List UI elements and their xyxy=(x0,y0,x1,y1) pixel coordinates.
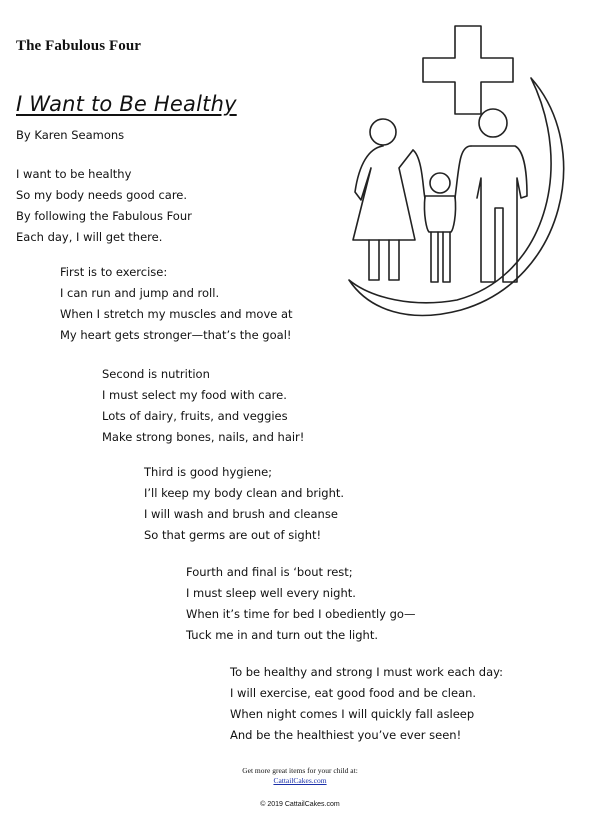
poem-line: Tuck me in and turn out the light. xyxy=(186,628,378,642)
poem-line: So that germs are out of sight! xyxy=(144,528,322,542)
poem-line: To be healthy and strong I must work each day: xyxy=(230,665,503,679)
stanza-2 xyxy=(60,262,332,346)
poem-line: Fourth and final is ‘bout rest; xyxy=(186,565,353,579)
poem-line: When it’s time for bed I obediently go— xyxy=(186,607,416,621)
poem-line: I will exercise, eat good food and be clean. xyxy=(230,686,477,700)
man-figure xyxy=(479,109,507,137)
stanza-3 xyxy=(102,364,304,448)
poem-title: I Want to Be Healthy xyxy=(16,92,237,116)
footer-link-row xyxy=(0,776,600,785)
medical-cross-icon xyxy=(423,26,513,114)
poem-line: I must sleep well every night. xyxy=(186,586,356,600)
poem-line: My heart gets stronger—that’s the goal! xyxy=(60,328,292,342)
stanza-5 xyxy=(186,562,415,646)
footer-website-link[interactable]: CattailCakes.com xyxy=(273,776,327,785)
poem-line: And be the healthiest you’ve ever seen! xyxy=(230,728,462,742)
copyright-notice: © 2019 CattailCakes.com xyxy=(260,801,340,808)
poem-line: When I stretch my muscles and move at xyxy=(60,307,293,321)
family-health-illustration xyxy=(343,18,581,328)
poem-line: Second is nutrition xyxy=(102,367,210,381)
poem-author: By Karen Seamons xyxy=(16,128,125,142)
poem-line: I must select my food with care. xyxy=(102,388,287,402)
child-figure xyxy=(430,173,450,193)
poem-line: First is to exercise: xyxy=(60,265,168,279)
footer-promo-text: Get more great items for your child at: xyxy=(242,766,358,775)
woman-figure xyxy=(370,119,396,145)
poem-line: When night comes I will quickly fall asleep xyxy=(230,707,475,721)
stanza-6 xyxy=(230,662,503,746)
poem-line: I can run and jump and roll. xyxy=(60,286,220,300)
poem-line: By following the Fabulous Four xyxy=(16,209,192,223)
stanza-4 xyxy=(144,462,344,546)
poem-line: Lots of dairy, fruits, and veggies xyxy=(102,409,288,423)
header-title: The Fabulous Four xyxy=(16,38,142,54)
poem-line: Make strong bones, nails, and hair! xyxy=(102,430,305,444)
poem-line: I will wash and brush and cleanse xyxy=(144,507,338,521)
poem-line: I’ll keep my body clean and bright. xyxy=(144,486,345,500)
stanza-1 xyxy=(16,164,192,248)
poem-line: I want to be healthy xyxy=(16,167,132,181)
poem-line: So my body needs good care. xyxy=(16,188,188,202)
poem-line: Each day, I will get there. xyxy=(16,230,163,244)
poem-line: Third is good hygiene; xyxy=(144,465,273,479)
